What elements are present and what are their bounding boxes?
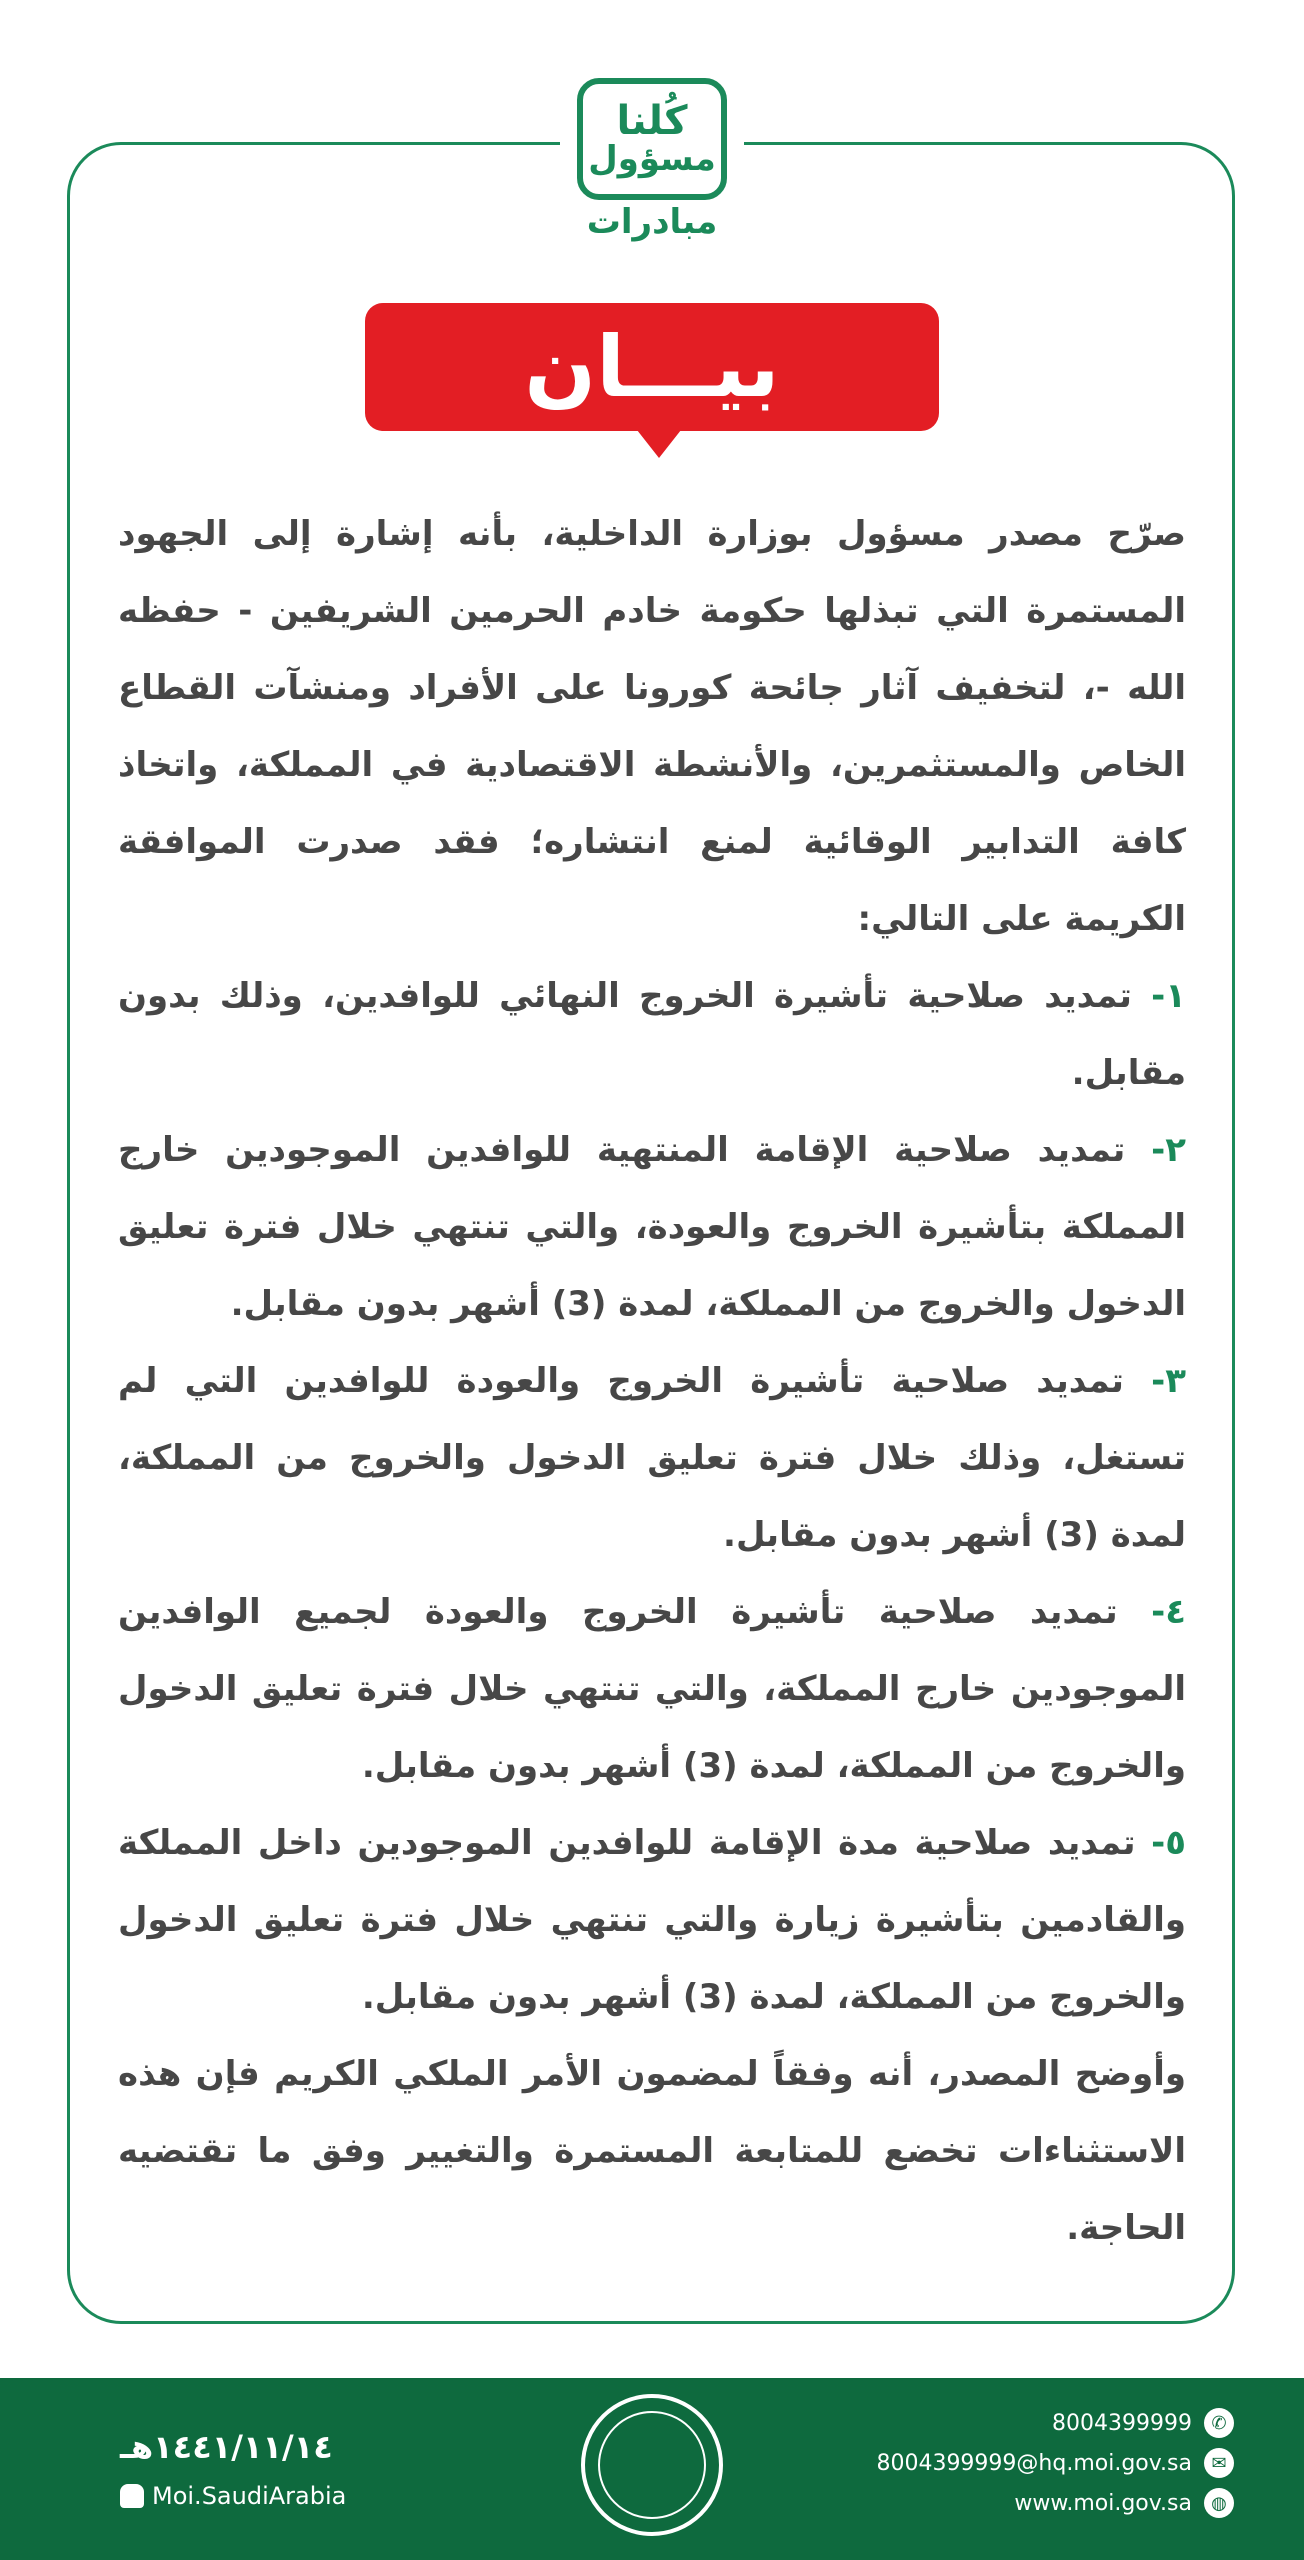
paragraph-item-5 (118, 1805, 1186, 2036)
paragraph-text: تمديد صلاحية تأشيرة الخروج والعودة لجميع الوافدين الموجودين خارج المملكة، والتي تنتهي خلال فترة تعليق الدخول والخروج من المملكة، لمدة (3) أشهر بدون مقابل. (118, 1592, 1186, 1786)
social-handle-text[interactable]: Moi.SaudiArabia (152, 2482, 347, 2510)
logo-subtitle: مبادرات (586, 202, 718, 242)
logo-line2: مسؤول (588, 139, 716, 180)
paragraph-text: تمديد صلاحية الإقامة المنتهية للوافدين الموجودين خارج المملكة بتأشيرة الخروج والعودة، والتي تنتهي خلال فترة تعليق الدخول والخروج من المملكة، لمدة (3) أشهر بدون مقابل. (118, 1130, 1186, 1324)
globe-icon: ◍ (1204, 2488, 1234, 2518)
logo-badge (577, 78, 727, 200)
statement-title-text: بيـــان (524, 318, 780, 416)
paragraph-item-4 (118, 1574, 1186, 1805)
seal-inner-ring (598, 2411, 706, 2519)
phone-number[interactable]: 8004399999 (1052, 2410, 1192, 2436)
item-number: ٥- (1151, 1823, 1186, 1863)
social-handle[interactable] (120, 2482, 346, 2510)
logo-line1: كُلنا (616, 98, 688, 145)
paragraph-text: صرّح مصدر مسؤول بوزارة الداخلية، بأنه إشارة إلى الجهود المستمرة التي تبذلها حكومة خادم الحرمين الشريفين - حفظه الله -، لتخفيف آثار جائحة كورونا على الأفراد ومنشآت القطاع الخاص والمستثمرين، والأنشطة الاقتصادية في المملكة، واتخاذ كافة التدابير الوقائية لمنع انتشاره؛ فقد صدرت الموافقة الكريمة على التالي: (118, 514, 1186, 939)
item-number: ٣- (1151, 1361, 1186, 1401)
hijri-date: ١٤٤١/١١/١٤هـ (120, 2428, 333, 2466)
paragraph-text: تمديد صلاحية مدة الإقامة للوافدين الموجودين داخل المملكة والقادمين بتأشيرة زيارة والتي تنتهي خلال فترة تعليق الدخول والخروج من المملكة، لمدة (3) أشهر بدون مقابل. (118, 1823, 1186, 2017)
item-number: ٢- (1151, 1130, 1186, 1170)
moi-seal-icon (581, 2394, 723, 2536)
contact-website[interactable] (1014, 2488, 1234, 2518)
footer-bar (0, 2378, 1304, 2560)
title-bubble-tail (637, 430, 681, 458)
paragraph-intro (118, 496, 1186, 958)
paragraph-item-2 (118, 1112, 1186, 1343)
paragraph-text: تمديد صلاحية تأشيرة الخروج والعودة للوافدين التي لم تستغل، وذلك خلال فترة تعليق الدخول والخروج من المملكة، لمدة (3) أشهر بدون مقابل. (118, 1361, 1186, 1555)
contact-email[interactable] (876, 2448, 1234, 2478)
website-link[interactable]: www.moi.gov.sa (1014, 2490, 1192, 2516)
statement-title (365, 303, 939, 431)
contact-phone[interactable] (1052, 2408, 1234, 2438)
paragraph-text: وأوضح المصدر، أنه وفقاً لمضمون الأمر الملكي الكريم فإن هذه الاستثناءات تخضع للمتابعة المستمرة والتغيير وفق ما تقتضيه الحاجة. (118, 2054, 1186, 2248)
item-number: ٤- (1151, 1592, 1186, 1632)
phone-icon: ✆ (1204, 2408, 1234, 2438)
paragraph-text: تمديد صلاحية تأشيرة الخروج النهائي للوافدين، وذلك بدون مقابل. (118, 976, 1186, 1093)
statement-body (118, 496, 1186, 2267)
paragraph-item-1 (118, 958, 1186, 1112)
email-address[interactable]: 8004399999@hq.moi.gov.sa (876, 2450, 1192, 2476)
paragraph-closing (118, 2036, 1186, 2267)
item-number: ١- (1151, 976, 1186, 1016)
snapchat-icon (120, 2484, 144, 2508)
initiative-logo (560, 70, 744, 260)
paragraph-item-3 (118, 1343, 1186, 1574)
email-icon: ✉ (1204, 2448, 1234, 2478)
